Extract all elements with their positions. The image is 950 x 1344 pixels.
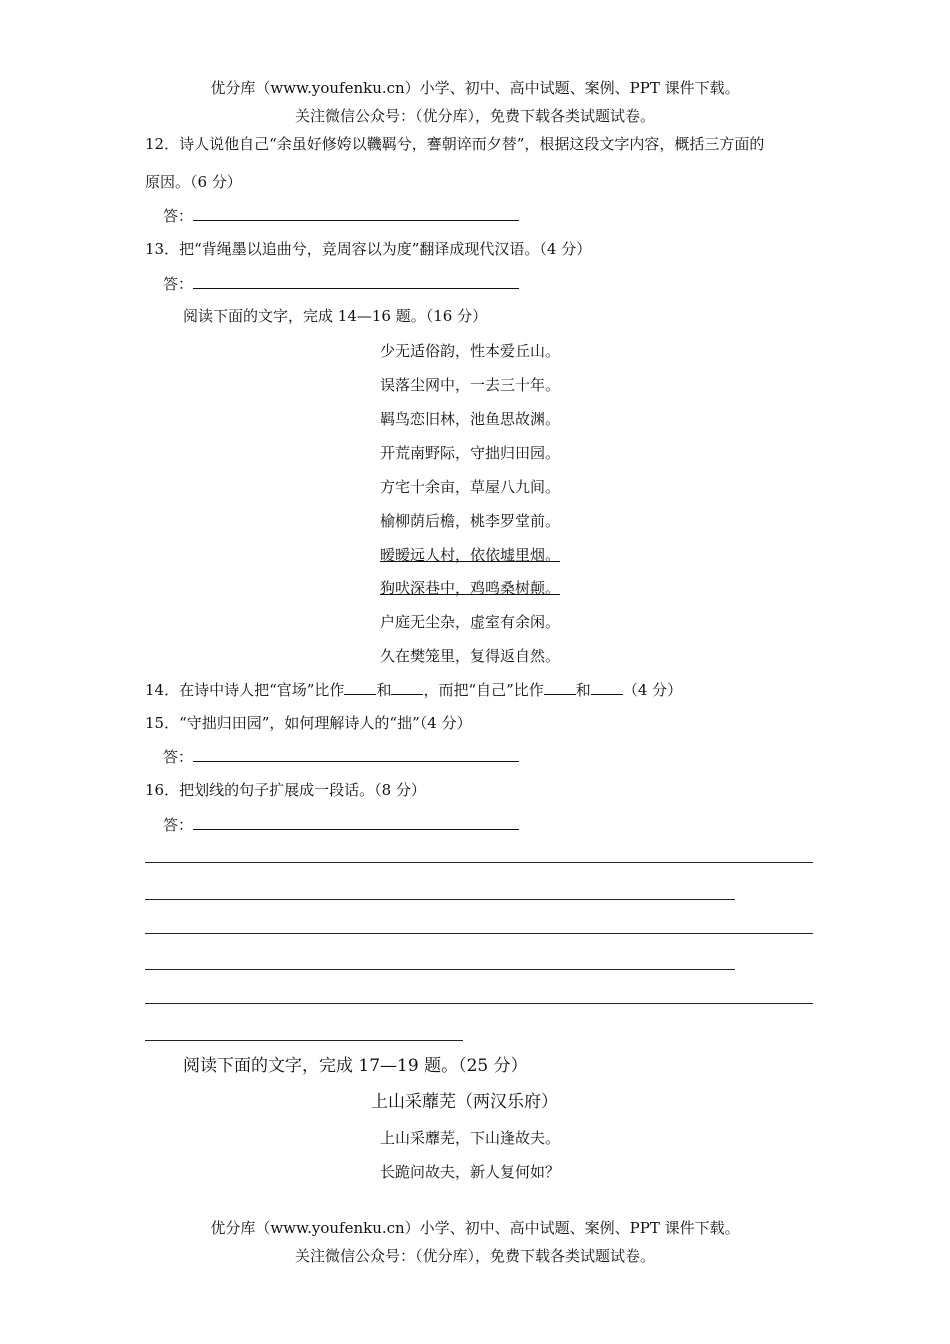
- question-12-line-2: 原因。（6 分）: [145, 173, 242, 191]
- writing-line[interactable]: [145, 899, 735, 900]
- fill-blank[interactable]: [544, 679, 576, 695]
- reading-intro-17-19: 阅读下面的文字，完成 17—19 题。（25 分）: [183, 1056, 528, 1076]
- answer-blank: [193, 273, 519, 289]
- writing-line[interactable]: [145, 1003, 813, 1004]
- poem-title: 上山采蘼芜（两汉乐府）: [371, 1092, 558, 1112]
- answer-line-q16[interactable]: [163, 814, 519, 835]
- question-16: 16．把划线的句子扩展成一段话。（8 分）: [145, 781, 426, 799]
- header-line-2: 关注微信公众号：（优分库），免费下载各类试题试卷。: [294, 107, 655, 125]
- poem-line-underlined: 狗吠深巷中，鸡鸣桑树颠。: [380, 579, 561, 597]
- answer-label: 答：: [163, 816, 194, 834]
- question-14-part-3: （4 分）: [622, 681, 683, 699]
- question-15: 15．“守拙归田园”，如何理解诗人的“拙”（4 分）: [145, 714, 472, 732]
- question-13: 13．把“背绳墨以追曲兮，竞周容以为度”翻译成现代汉语。（4 分）: [145, 240, 592, 258]
- footer-line-1: 优分库（www.youfenku.cn）小学、初中、高中试题、案例、PPT 课件下载。: [210, 1219, 740, 1237]
- question-14-part-2: ，而把“自己”比作: [423, 681, 544, 699]
- poem-line: 开荒南野际，守拙归田园。: [380, 444, 561, 462]
- question-14-and: 和: [376, 681, 392, 699]
- poem-line: 久在樊笼里，复得返自然。: [380, 647, 561, 665]
- answer-label: 答：: [163, 207, 194, 225]
- answer-blank: [193, 205, 519, 221]
- answer-blank: [193, 814, 519, 830]
- header-line-1: 优分库（www.youfenku.cn）小学、初中、高中试题、案例、PPT 课件下载。: [210, 79, 740, 97]
- poem-line: 户庭无尘杂，虚室有余闲。: [380, 613, 561, 631]
- fill-blank[interactable]: [344, 679, 376, 695]
- writing-line[interactable]: [145, 969, 735, 970]
- writing-line[interactable]: [145, 862, 813, 863]
- answer-line-q12[interactable]: [163, 205, 519, 226]
- fill-blank[interactable]: [591, 679, 623, 695]
- question-14: [145, 679, 682, 700]
- question-14-part-1: 14．在诗中诗人把“官场”比作: [145, 681, 345, 699]
- footer-line-2: 关注微信公众号：（优分库），免费下载各类试题试卷。: [294, 1247, 655, 1265]
- answer-label: 答：: [163, 275, 194, 293]
- fill-blank[interactable]: [391, 679, 423, 695]
- answer-label: 答：: [163, 748, 194, 766]
- answer-line-q15[interactable]: [163, 746, 519, 767]
- answer-line-q13[interactable]: [163, 273, 519, 294]
- question-12-line-1: 12．诗人说他自己“余虽好修姱以鞿羁兮，謇朝谇而夕替”，根据这段文字内容，概括三方面的: [145, 135, 765, 153]
- poem-line: 羁鸟恋旧林，池鱼思故渊。: [380, 410, 561, 428]
- reading-intro-14-16: 阅读下面的文字，完成 14—16 题。（16 分）: [183, 307, 488, 325]
- writing-line[interactable]: [145, 1040, 463, 1041]
- poem-line: 少无适俗韵，性本爱丘山。: [380, 342, 561, 360]
- poem-line: 榆柳荫后檐，桃李罗堂前。: [380, 512, 561, 530]
- poem-line: 误落尘网中，一去三十年。: [380, 376, 561, 394]
- poem-line-underlined: 暧暧远人村，依依墟里烟。: [380, 546, 561, 564]
- question-14-and: 和: [575, 681, 591, 699]
- poem-line: 长跪问故夫，新人复何如？: [380, 1163, 561, 1181]
- poem-line: 上山采蘼芜，下山逢故夫。: [380, 1129, 561, 1147]
- writing-line[interactable]: [145, 933, 813, 934]
- poem-line: 方宅十余亩，草屋八九间。: [380, 478, 561, 496]
- answer-blank: [193, 746, 519, 762]
